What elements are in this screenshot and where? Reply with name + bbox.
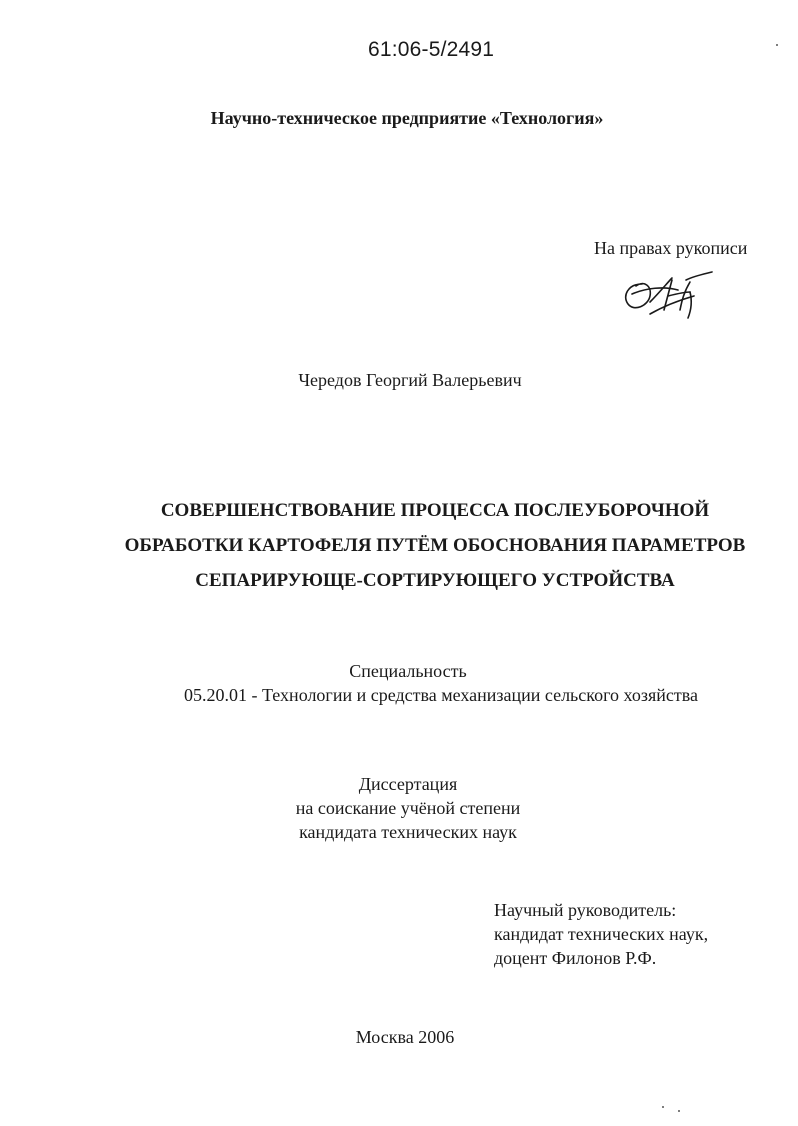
dissertation-title: [110, 493, 760, 598]
city-year: Москва 2006: [355, 1027, 455, 1047]
manuscript-rights-note: На правах рукописи: [594, 238, 748, 258]
supervisor-line: кандидат технических наук,: [494, 924, 709, 944]
dissertation-degree: [0, 772, 798, 844]
degree-line: на соискание учёной степени: [295, 798, 521, 818]
supervisor-line: Научный руководитель:: [494, 900, 677, 920]
archive-code: 61:06-5/2491: [368, 38, 495, 61]
degree-line: кандидата технических наук: [299, 822, 517, 842]
degree-line: Диссертация: [358, 774, 458, 794]
organization-name: Научно-техническое предприятие «Технология»: [210, 108, 604, 128]
supervisor-line: доцент Филонов Р.Ф.: [494, 948, 657, 968]
title-line: СЕПАРИРУЮЩЕ-СОРТИРУЮЩЕГО УСТРОЙСТВА: [195, 570, 675, 591]
specialty-code: 05.20.01 - Технологии и средства механизации сельского хозяйства: [184, 685, 698, 705]
supervisor-block: [494, 898, 708, 970]
title-line: ОБРАБОТКИ КАРТОФЕЛЯ ПУТЁМ ОБОСНОВАНИЯ ПАРАМЕТРОВ: [124, 535, 746, 556]
scan-speck: [662, 1106, 664, 1108]
scan-speck: [776, 44, 778, 46]
handwritten-signature: [620, 270, 716, 322]
scan-speck: [678, 1110, 680, 1112]
author-name: Чередов Георгий Валерьевич: [298, 370, 522, 390]
title-line: СОВЕРШЕНСТВОВАНИЕ ПРОЦЕССА ПОСЛЕУБОРОЧНОЙ: [160, 500, 710, 521]
specialty-label: Специальность: [349, 661, 467, 681]
